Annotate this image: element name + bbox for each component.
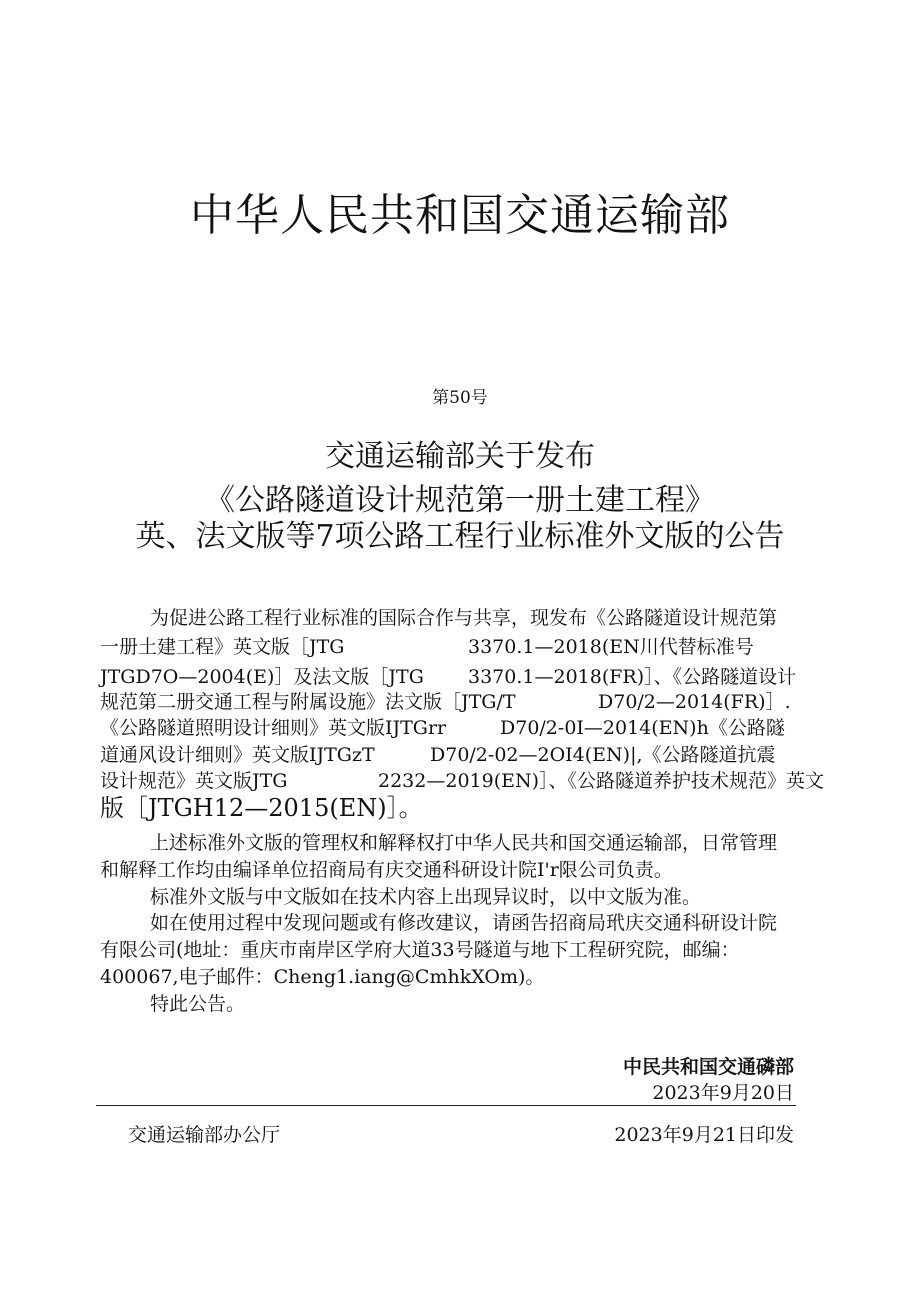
body-paragraph-4-line-1: 如在使用过程中发现问题或有修改建议，请函告招商局玳庆交通科研设计院 xyxy=(150,912,778,934)
body-paragraph-3-line-1: 标准外文版与中文版如在技术内容上出现异议时，以中文版为准。 xyxy=(150,886,702,908)
body-paragraph-1-line-4a: 规范第二册交通工程与附属设施》法文版［JTG/T xyxy=(100,691,516,713)
notice-title-line-2: 《公路隧道设计规范第一册土建工程》 xyxy=(205,483,715,518)
signature-organization: 中民共和国交通磷部 xyxy=(622,1056,794,1078)
print-date: 2023年9月21日印发 xyxy=(614,1124,794,1146)
body-paragraph-1-line-7a: 设计规范》英文版JTG xyxy=(100,770,288,792)
body-paragraph-2-line-1: 上述标准外文版的管理权和解释权打中华人民共和国交通运输部，日常管理 xyxy=(150,832,778,854)
body-paragraph-1-line-5a: 《公路隧道照明设计细则》英文版IJTGrr xyxy=(100,717,447,739)
body-paragraph-1-line-4b: D70/2—2014(FR)］. xyxy=(598,691,791,713)
body-paragraph-1-line-8: 版［JTGH12—2015(EN)］。 xyxy=(100,794,423,822)
body-paragraph-2-line-2: 和解释工作均由编译单位招商局有庆交通科研设计院I'r限公司负责。 xyxy=(100,859,673,881)
body-paragraph-1-line-3a: JTGD7O—2004(E)］及法文版［JTG xyxy=(100,666,424,688)
footer-divider xyxy=(96,1105,796,1106)
body-paragraph-5-line-1: 特此公告。 xyxy=(150,993,246,1015)
notice-title-line-1: 交通运输部关于发布 xyxy=(325,439,595,474)
body-paragraph-4-line-2: 有限公司(地址：重庆市南岸区学府大道33号隧道与地下工程研究院，邮编： xyxy=(100,939,740,961)
body-paragraph-1-line-2b: 3370.1—2018(EN川代替标准号 xyxy=(468,636,754,658)
body-paragraph-1-line-3b: 3370.1—2018(FR)］、《公路隧道设计 xyxy=(468,666,797,688)
body-paragraph-1-line-1: 为促进公路工程行业标准的国际合作与共享，现发布《公路隧道设计规范第 xyxy=(150,607,778,629)
body-paragraph-1-line-6a: 道通风设计细则》英文版IJTGzT xyxy=(100,744,375,766)
signature-date: 2023年9月20日 xyxy=(652,1082,794,1104)
body-paragraph-4-line-3: 400067,电子邮件：Cheng1.iang@CmhkXOm)。 xyxy=(100,966,545,988)
issuing-office: 交通运输部办公厅 xyxy=(128,1124,281,1146)
body-paragraph-1-line-6b: D70/2-02—2OI4(EN)|,《公路隧道抗震 xyxy=(430,744,776,766)
body-paragraph-1-line-5b: D70/2-0I—2014(EN)h《公路隧 xyxy=(500,717,785,739)
ministry-name: 中华人民共和国交通运输部 xyxy=(190,190,730,241)
notice-title-line-3: 英、法文版等7项公路工程行业标准外文版的公告 xyxy=(135,519,785,554)
body-paragraph-1-line-2a: 一册土建工程》英文版［JTG xyxy=(100,636,345,658)
body-paragraph-1-line-7b: 2232—2019(EN)］、《公路隧道养护技术规范》英文 xyxy=(378,770,825,792)
document-number: 第50号 xyxy=(432,388,488,408)
